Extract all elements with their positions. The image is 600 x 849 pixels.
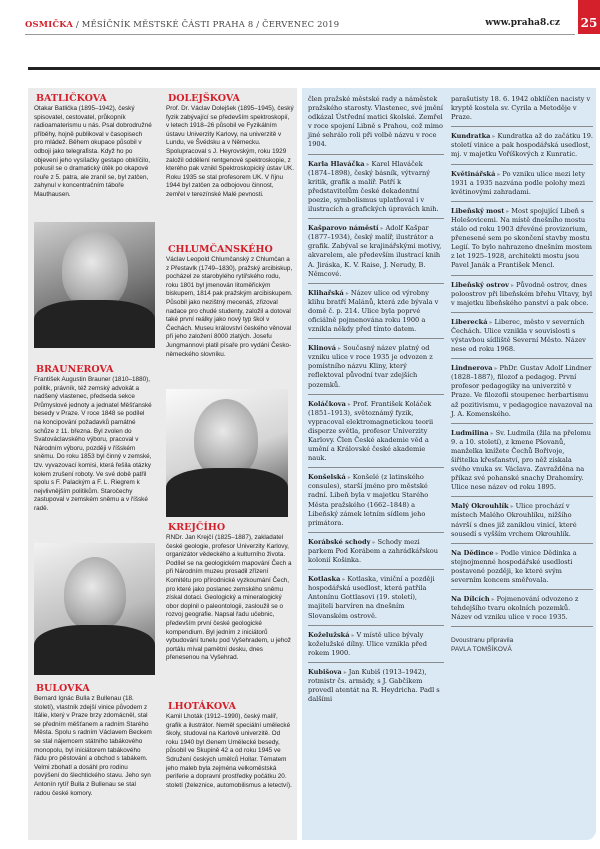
street-name: Koželužská [308,630,350,639]
page-number: 25 [578,0,600,34]
street-entry [308,398,444,469]
street-description: Sv. Ludmila (žila na přelomu 9. a 10. století), z kmene Pšovanů, manželka knížete Čechů Bořivoje, šiřitelka křesťanství, pro něž získala svého vnuka sv. Václava. Zavražděna na příkaz své pohanské snachy Drahomíry. Ulice nese název od roku 1895. [451,428,592,492]
street-description: Liberec, město v severních Čechách. Ulice vznikla v souvislosti s výstavbou sídliště Severní Město. Název nese od roku 1968. [451,317,586,354]
triangle-right-icon: ▸ [345,289,349,297]
street-name: Květinářská [451,169,496,178]
street-entry [308,666,444,708]
author-credit [451,637,593,654]
street-name: Malý Okrouhlík [451,502,509,511]
street-description: Po vzniku ulice mezi lety 1931 a 1935 nazvána podle polohy mezi květinovými zahradami. [451,169,585,196]
page-header [25,0,600,40]
street-entry [308,629,444,663]
triangle-right-icon: ▸ [495,549,499,557]
street-name: Korábské schody [308,537,371,546]
street-column-2 [451,93,593,654]
entry-body: Bernard Ignác Bulla z Bullenau (18. století), vlastník zdejší vinice původem z Itálie, který v Praze brzy zdomácněl, stal se předním měšťanem a radním Starého Města. Spolu s radním Václavem Beckem se stal nájemcem státního tabákového monopolu, byl iniciátorem tabákového řádu pro pěstování a obchod s tabákem. Velmi zbohatl a dosáhl pro rodinu povýšení do šlechtického stavu. Jeho syn Antonín rytíř Bulla z Bullenau se stal radou české komory. [34,695,152,797]
street-name: Karla Hlaváčka [308,159,365,168]
street-description: Kotlaska, viniční a později hospodářská usedlost, která patřila Antonínu Gottlasovi (19. století), majiteli barvíren na dnešním Slovanském ostrově. [308,575,435,620]
triangle-right-icon: ▸ [506,207,510,215]
street-description: Prof. František Koláček (1851–1913), světoznámý fyzik, vypracoval elektromagnetickou teorii disperze světla, profesor Univerzity Karlovy. Člen České akademie věd a umění a Královské české akademie nauk. [308,399,434,463]
street-entry [451,500,593,543]
entry-body: Otakar Batlička (1895–1942), český spisovatel, cestovatel, průkopník radioamaterismu u nás. Psal dobrodružné příběhy, hojně publikoval v časopisech pro mládež. Během okupace působil v odboji jako telegrafista. Když ho po objevení jeho vysílačky gestapo obklíčilo, pokusil se o dramatický útěk po okapové rouře z 5. patra, ale zranil se, byl zatčen, zahynul v koncentračním táboře Mauthausen. [34,105,152,198]
triangle-right-icon: ▸ [490,429,494,437]
street-entry [308,471,444,533]
street-description: Pojmenování odvozeno z tehdejšího tvaru okolních pozemků. Název od vzniku ulice v roce 1935. [451,595,579,622]
triangle-right-icon: ▸ [510,503,514,511]
street-entry [451,93,593,127]
street-description: Karel Hlaváček (1874–1898), český básník, výtvarný kritik, grafik a malíř. Patří k představitelům české dekadentní poezie, symbolismus uplatňoval i v ilustracích a grafických úpravách knih. [308,159,439,214]
street-description: parašutisty 18. 6. 1942 obklíčen nacisty v kryptě kostela sv. Cyrila a Metoděje v Praze. [451,95,591,122]
triangle-right-icon: ▸ [511,281,515,289]
entry-body: Václav Leopold Chlumčanský z Chlumčan a z Přestavlk (1749–1830), pražský arcibiskup, pocházel ze starobylého rytířského rodu, roku 1801 byl jmenován litoměřickým biskupem, 1814 pak pražským arcibiskupem. Působil jako nezištný mecenáš, zřizoval nadace pro chudé studenty, založil a dotoval také první reálky jako nový typ škol v Čechách. Museu království českého věnoval při jeho založení 8000 zlatých. Josefu Jungmannovi platil písaře pro vydání Česko-německého slovníku. [166,256,293,358]
street-entry [451,593,593,627]
street-entry [451,205,593,276]
street-entry [308,158,444,220]
triangle-right-icon: ▸ [372,538,376,546]
street-entry [451,168,593,202]
street-description: Ulice prochází v místech Malého Okrouhlíku, nižšího návrší s dnes již zaniklou vinicí, které sousedí s vyšším vrchem Okrouhlík. [451,502,577,538]
author-name: PAVLA TOMŠÍKOVÁ [451,645,512,653]
street-description: PhDr. Gustav Adolf Lindner (1828–1887), filozof a pedagog. První profesor pedagogiky na univerzitě v Praze. Ve filozofii stoupenec herbartismu až pozitivismu, v pedagogice navazoval na J. A. Komenského. [451,364,593,418]
header-divider [25,34,575,35]
street-entry [451,362,593,424]
street-name: Kašparovo náměstí [308,224,379,233]
triangle-right-icon: ▸ [366,160,370,168]
header-title [25,19,339,29]
street-name: Na Dědince [451,548,494,557]
section-divider [28,67,600,70]
triangle-right-icon: ▸ [338,345,342,353]
street-entry [308,342,444,394]
triangle-right-icon: ▸ [342,576,346,584]
street-entry [308,93,444,155]
street-name: Klinová [308,344,337,353]
entry-dolejskova [166,93,294,200]
triangle-right-icon: ▸ [347,400,351,408]
entry-title: KREJČÍHO [168,522,226,533]
street-entry [308,573,444,625]
street-entry [451,316,593,359]
street-name: Libeňský ostrov [451,280,510,289]
triangle-right-icon: ▸ [497,170,501,178]
entry-body: RNDr. Jan Krejčí (1825–1887), zakladatel české geologie, profesor Univerzity Karlovy, organizátor vědeckého a kulturního života. Podílel se na geologickém mapování Čech a při Národním muzeu prosadil zřízení Komitétu pro přírodnické vyzkoumání Čech, pro které jako poslanec zemského sněmu získal dotaci. Geologický a mineralogický obor doplnil o paleontologii, zasloužil se o rozvoj geografie. Napsal řadu učebnic, především první české geologické kompendium. Byl jedním z iniciátorů vybudování tunelu pod Vyšehradem, u jehož portálu míval pamětní desku, dnes přenesenou na Vyšehrad. [166,534,292,662]
triangle-right-icon: ▸ [343,668,347,676]
entry-body: Prof. Dr. Václav Dolejšek (1895–1945), český fyzik zabývající se především spektroskopií, v letech 1918–26 působil ve Fyzikálním ústavu Univerzity Karlovy, na univerzitě v Lundu, ve Švédsku a v Německu. Spolupracoval s J. Heyrovským, roku 1929 založil oddělení rentgenové spektroskopie, z kterého pak vznikl Spektroskopický ústav UK. Roku 1935 se stal profesorem UK. V říjnu 1944 byl zatčen za odbojovou činnost, zemřel v terezínské Malé pevnosti. [166,105,294,198]
street-name: Klihařská [308,288,344,297]
street-description: Adolf Kašpar (1877–1934), český malíř, ilustrátor a grafik. Zabýval se krajinářskými motivy, akvarelem, ale především ilustrací knih A. Jiráska, K. V. Raise, J. Nerudy, B. Němcové. [308,224,442,278]
entry-body: František Augustin Brauner (1810–1880), politik, právník, též zemský advokát a nadšený vlastenec, předseda sekce Průmyslové jednoty a jednatel Měšťanské besedy v Praze. V roce 1848 se podílel na koncipování požadavků památné schůze z 11. března. Byl zvolen do Svatováclavského výboru, pracoval v Národním výboru, později v říšském sněmu. Do roku 1853 byl činný v zemské, tzv. vyvazovací komisi, která řešila otázky kolem zrušení roboty. Ve své době patřil spolu s F. Palackým a F. L. Riegrem k nejvlivnějším politikům. Staročechy zastupoval v zemském sněmu a v říšské radě. [34,376,152,512]
triangle-right-icon: ▸ [492,133,496,141]
street-name: Libeňský most [451,206,505,215]
street-name: Konšelská [308,473,346,482]
portrait-photo-brauner [34,543,155,675]
credit-line: Dvoustranu připravila [451,637,514,645]
portrait-photo-batlicka [34,222,155,348]
street-description: V místě ulice bývaly koželužské dílny. Ulice vznikla před rokem 1900. [308,630,427,657]
triangle-right-icon: ▸ [380,225,384,233]
website-link[interactable]: www.praha8.cz [485,18,560,28]
street-description: člen pražské městské rady a náměstek pražského starosty. Vlastenec, své jmění odkázal Ústřední matici školské. Zemřel v roce spojení Libně s Prahou, což mimo jiné sehrálo roli při volbě názvu v roce 1904. [308,95,444,149]
entry-chlumcanskeho [166,244,294,359]
street-description: Název ulice od výrobny klihu bratří Malánů, která zde bývala v domě č. p. 214. Ulice byla poprvé oficiálně pojmenována roku 1900 a vznikla někdy před tímto datem. [308,288,439,334]
street-description: Současný název platný od vzniku ulice v roce 1935 je odvozen z pomístního názvu Kliny, který reflektoval původní tvar zdejších pozemků. [308,344,433,389]
entry-krejciho [166,522,294,663]
entry-braunerova [34,364,152,514]
street-name: Liberecká [451,317,488,326]
street-description: Kundratka až do začátku 19. století vinice a pak hospodářská usedlost, mj. v majetku Voříškových z Kunratic. [451,132,593,159]
street-description: Podle vinice Dědinka a stejnojmenné hospodářské usedlosti postavené později, ke které svým severním koncem směřovala. [451,548,577,585]
entry-title: BRAUNEROVA [36,364,114,375]
street-name: Kundratka [451,132,491,141]
entry-lhotakova [166,701,294,790]
entry-title: BATLIČKOVA [36,93,107,104]
entry-batlickova [34,93,152,200]
entry-title: LHOTÁKOVA [168,701,236,712]
triangle-right-icon: ▸ [494,365,498,373]
street-entry [451,279,593,313]
triangle-right-icon: ▸ [489,318,493,326]
street-description: Schody mezi parkem Pod Korábem a zahrádkářskou kolonií Košinka. [308,537,438,565]
triangle-right-icon: ▸ [351,631,355,639]
entry-title: DOLEJŠKOVA [168,93,240,104]
entry-title: CHLUMČANSKÉHO [168,244,273,255]
entry-bulovka [34,683,152,798]
street-description: Původně ostrov, dnes poloostrov při libeňském břehu Vltavy, byl v majetku libeňského panství a pak obce. [451,280,593,307]
entry-title: BULOVKA [36,683,90,694]
portrait-engraving-chlumcansky [166,389,288,517]
triangle-right-icon: ▸ [347,474,351,482]
header-subtitle: / MĚSÍČNÍK MĚSTSKÉ ČÁSTI PRAHA 8 / ČERVENEC 2019 [73,19,340,29]
street-entry [308,287,444,339]
street-entry [451,130,593,164]
street-entry [308,222,444,284]
street-description: Jan Kubiš (1913–1942), rotmistr čs. armády, s J. Gabčíkem provedl atentát na R. Heydricha. Padl s dalšími [308,667,440,704]
street-description: Most spojující Libeň s Holešovicemi. Na místě dnešního mostu stálo od roku 1903 dřevěné provizorium, přenesené sem po skončení stavby mostu Legií. To bylo nahrazeno dnešním mostem z let 1925–1928, architekti mostu jsou Pavel Janák a František Mencl. [451,206,593,270]
street-name: Na Dílcích [451,595,490,604]
entry-body: Kamil Lhoták (1912–1990), český malíř, grafik a ilustrátor. Neměl speciální umělecké školy, studoval na Karlově univerzitě. Od roku 1940 byl členem Umělecké besedy, působil ve Skupině 42 a od roku 1945 ve Sdružení českých umělců Hollar. Tématem jeho maleb byla zejména velkoměstská periferie a dopravní prostředky počátku 20. století (železnice, automobilismus a letectví). [166,713,292,789]
street-entry [308,536,444,570]
street-name: Kotlaska [308,575,341,584]
street-name: Ludmilina [451,428,489,437]
street-column-1 [308,93,444,711]
triangle-right-icon: ▸ [491,596,495,604]
street-name: Lindnerova [451,364,493,373]
street-entry [451,427,593,498]
street-description: Konšelé (z latinského consules), starší jméno pro městské radní. Libeň byla v majetku Starého Města pražského (1662–1848) a Libeňský zámek letním sídlem jeho primátora. [308,473,429,527]
street-name: Koláčkova [308,399,346,408]
brand-name: OSMIČKA [25,19,74,29]
street-name: Kubišova [308,667,342,676]
street-entry [451,547,593,590]
